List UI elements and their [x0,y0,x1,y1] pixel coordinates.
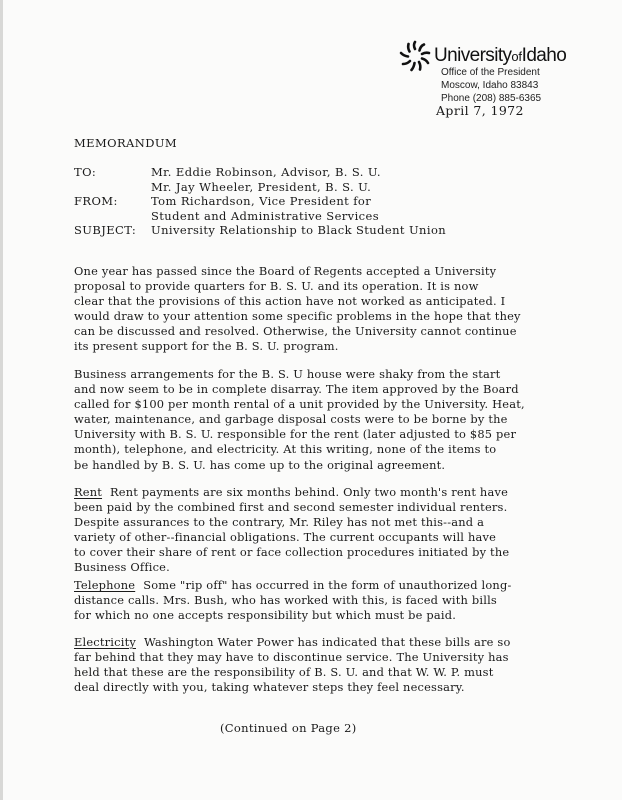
wordmark-of: of [511,48,522,64]
text-line: proposal to provide quarters for B. S. U. and its operation. It is now [74,279,479,294]
text-line-body: Rent payments are six months behind. Only two month's rent have [110,485,509,499]
text-line: Business Office. [74,560,170,575]
to-recipient-2: Mr. Jay Wheeler, President, B. S. U. [151,180,372,194]
text-line: University with B. S. U. responsible for the rent (later adjusted to $85 per [74,427,517,442]
text-line: deal directly with you, taking whatever steps they feel necessary. [74,680,465,695]
letterhead-address: Moscow, Idaho 83843 [441,80,539,91]
from-sender: Tom Richardson, Vice President for [151,194,372,208]
to-field [74,165,381,180]
continued-note: (Continued on Page 2) [220,721,357,735]
text-line-body: Some "rip off" has occurred in the form of unauthorized long- [143,578,512,592]
business-paragraph [74,367,584,473]
scan-edge [0,0,3,800]
telephone-paragraph [74,578,584,623]
memo-date: April 7, 1972 [436,103,524,118]
rent-paragraph [74,485,584,576]
rent-heading: Rent [74,485,103,499]
letterhead [399,40,619,105]
text-line: variety of other--financial obligations. The current occupants will have [74,530,497,545]
text-line-body: Washington Water Power has indicated that these bills are so [143,635,511,649]
text-line: to cover their share of rent or face collection procedures initiated by the [74,545,510,560]
text-line [74,635,584,650]
memo-title: MEMORANDUM [74,136,178,150]
university-of-idaho-sunburst-logo-icon [399,40,431,72]
wordmark-university: University [434,44,512,66]
letterhead-phone: Phone (208) 885-6365 [441,93,542,104]
university-wordmark [434,46,566,67]
text-line: can be discussed and resolved. Otherwise, the University cannot continue [74,324,517,339]
text-line: called for $100 per month rental of a unit provided by the University. Heat, [74,397,525,412]
text-line: be handled by B. S. U. has come up to the original agreement. [74,457,446,472]
from-field [74,194,371,209]
from-sender-title: Student and Administrative Services [151,209,380,223]
to-recipient: Mr. Eddie Robinson, Advisor, B. S. U. [151,165,381,179]
text-line: Despite assurances to the contrary, Mr. Riley has not met this--and a [74,515,485,530]
to-label: TO: [74,165,97,179]
subject-field [74,223,446,238]
telephone-heading: Telephone [74,578,136,592]
text-line [74,485,584,500]
text-line: One year has passed since the Board of Regents accepted a University [74,264,497,278]
text-line [74,578,584,593]
wordmark-idaho: Idaho [521,44,567,66]
text-line: water, maintenance, and garbage disposal costs were to be borne by the [74,412,508,427]
text-line: clear that the provisions of this action have not worked as anticipated. I [74,294,506,309]
text-line: Business arrangements for the B. S. U house were shaky from the start [74,367,501,381]
text-line: its present support for the B. S. U. program. [74,339,339,354]
text-line: far behind that they may have to discontinue service. The University has [74,650,509,665]
from-label: FROM: [74,194,118,208]
electricity-paragraph [74,635,584,695]
text-line: held that these are the responsibility of B. S. U. and that W. W. P. must [74,665,494,680]
text-line: been paid by the combined first and second semester individual renters. [74,500,508,515]
subject-label: SUBJECT: [74,223,137,237]
subject-text: University Relationship to Black Student Union [151,223,447,237]
text-line: and now seem to be in complete disarray. The item approved by the Board [74,382,519,397]
text-line: distance calls. Mrs. Bush, who has worked with this, is faced with bills [74,593,497,608]
text-line: would draw to your attention some specific problems in the hope that they [74,309,521,324]
text-line: month), telephone, and electricity. At this writing, none of the items to [74,442,497,457]
intro-paragraph [74,264,584,355]
text-line: for which no one accepts responsibility but which must be paid. [74,608,457,623]
electricity-heading: Electricity [74,635,136,649]
letterhead-office: Office of the President [441,67,540,78]
